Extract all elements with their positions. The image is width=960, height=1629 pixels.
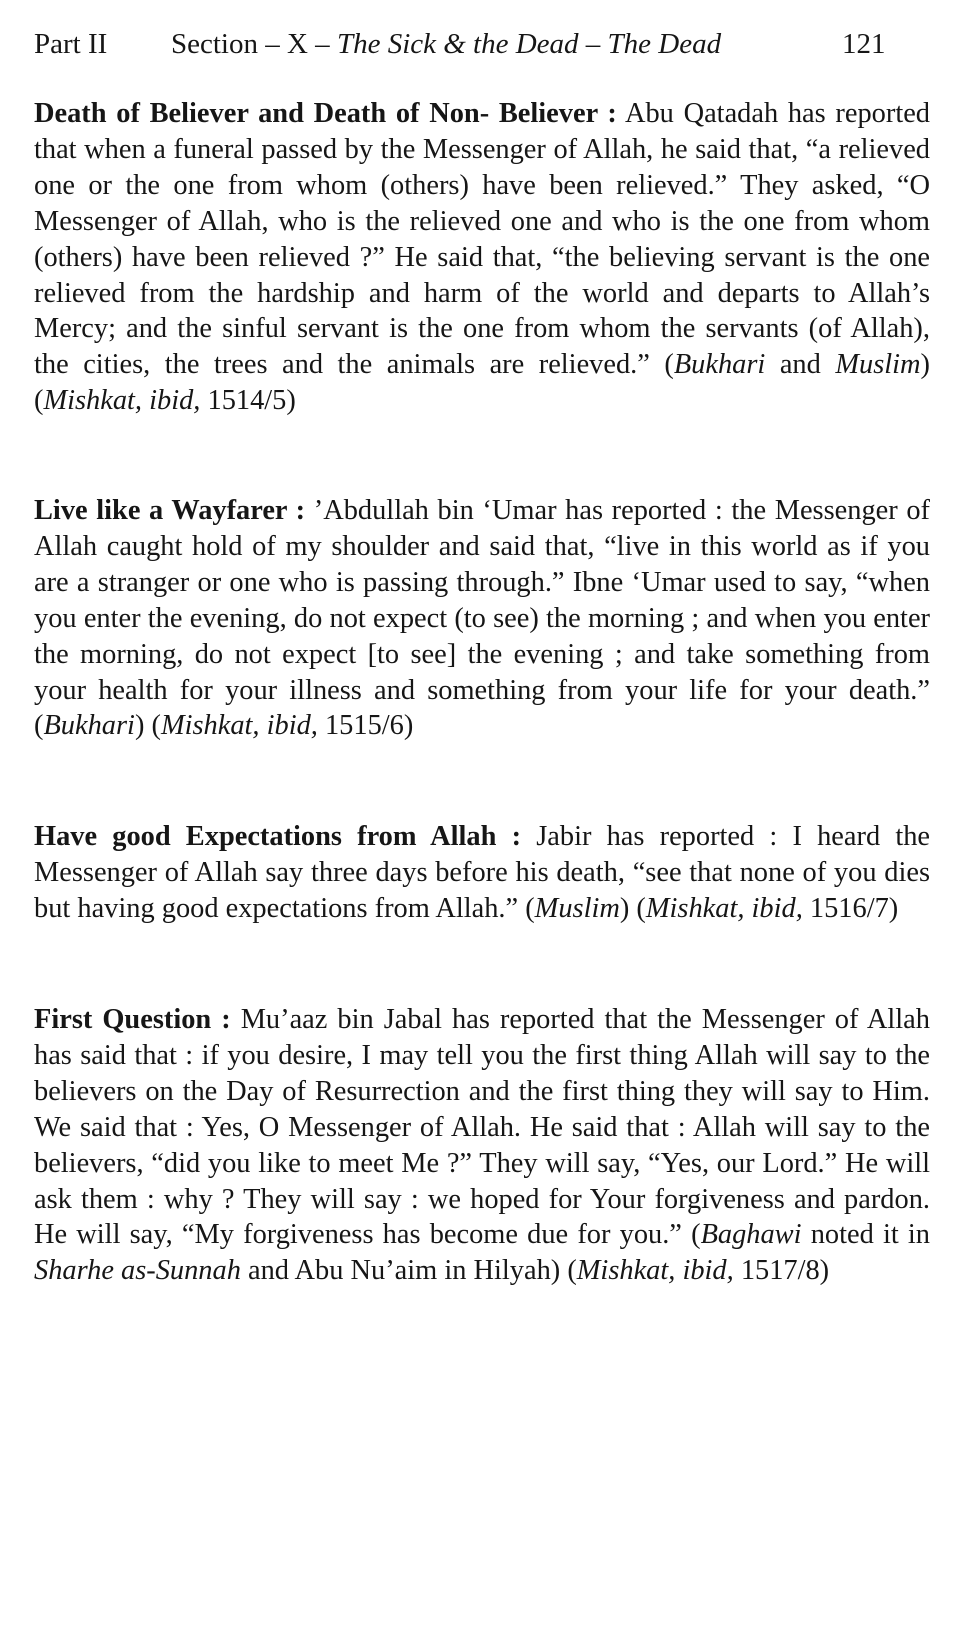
paragraph-heading: Death of Believer and Death of Non- Believer : [34,98,617,129]
reference-number: 1516/7) [802,892,899,924]
source-citation: Baghawi [700,1219,802,1251]
source-citation: Bukhari [673,349,766,381]
paragraph-body: Mu’aaz bin Jabal has reported that the Messenger of Allah has said that : if you desire, I may tell you the first thing Allah will say to the believers on the Day of Resurrection and the first thing they will say to Him. We said that : Yes, O Messenger of Allah. He said that : Allah will say to the believers, “did you like to meet Me ?” They will say, “Yes, our Lord.” He will ask them : why ? They will say : we hoped for Your forgiveness and pardon. He will say, “My forgiveness has become due for you.” ( [34,1004,930,1251]
paragraph-body: Jabir has reported : I heard the Messenger of Allah say three days before his death, “see that none of you dies but having good expectations from Allah.” ( [34,821,931,924]
reference-citation: Mishkat, ibid, [645,892,803,924]
reference-citation: Mishkat, ibid, [43,385,201,417]
citation-connector: and Abu Nu’aim in Hilyah) ( [240,1255,577,1287]
hadith-paragraph-good-expectations [34,819,930,927]
hadith-paragraph-first-question [34,1002,930,1289]
section-title [171,24,721,64]
paragraph-heading: Have good Expectations from Allah : [34,821,522,852]
paragraph-heading: Live like a Wayfarer : [34,495,306,526]
source-citation: Muslim [534,892,620,924]
reference-number: 1514/5) [200,385,296,417]
paragraph-heading: First Question : [34,1004,231,1035]
hadith-paragraph-wayfarer [34,493,930,744]
reference-number: 1515/6) [317,710,414,742]
part-label: Part II [34,28,108,60]
hadith-paragraph-death-of-believer [34,96,930,419]
source-citation: Bukhari [43,710,135,742]
reference-number: 1517/8) [733,1255,830,1287]
page-number: 121 [842,28,886,60]
reference-citation: Mishkat, ibid, [576,1255,734,1287]
citation-connector: ) ( [134,710,161,742]
paragraph-body: Abu Qatadah has reported that when a funeral passed by the Messenger of Allah, he said that, “a relieved one or the one from whom (others) have been relieved.” They asked, “O Messenger of Allah, who is the relieved one and who is the one from whom (others) have been relieved ?” He said that, “the believing servant is the one relieved from the hardship and harm of the world and departs to Allah’s Mercy; and the sinful servant is the one from whom the servants (of Allah), the cities, the trees and the animals are relieved.” ( [34,98,931,381]
citation-connector: ) ( [34,349,930,417]
section-name: The Sick & the Dead – The Dead [336,28,722,60]
section-prefix: Section – X – [171,28,337,60]
citation-connector: ) ( [619,892,646,924]
citation-connector: and [765,349,836,381]
source-citation: Sharhe as-Sunnah [34,1255,241,1287]
citation-connector: noted it in [801,1219,930,1251]
paragraph-body: ’Abdullah bin ‘Umar has reported : the Messenger of Allah caught hold of my shoulder and said that, “live in this world as if you are a stranger or one who is passing through.” Ibne ‘Umar used to say, “when you enter the evening, do not expect (to see) the morning ; and when you enter the morning, do not expect [to see] the evening ; and take something from your health for your illness and something from your life for your death.” ( [34,495,930,742]
running-header [34,24,894,64]
source-citation: Muslim [835,349,921,381]
reference-citation: Mishkat, ibid, [160,710,318,742]
